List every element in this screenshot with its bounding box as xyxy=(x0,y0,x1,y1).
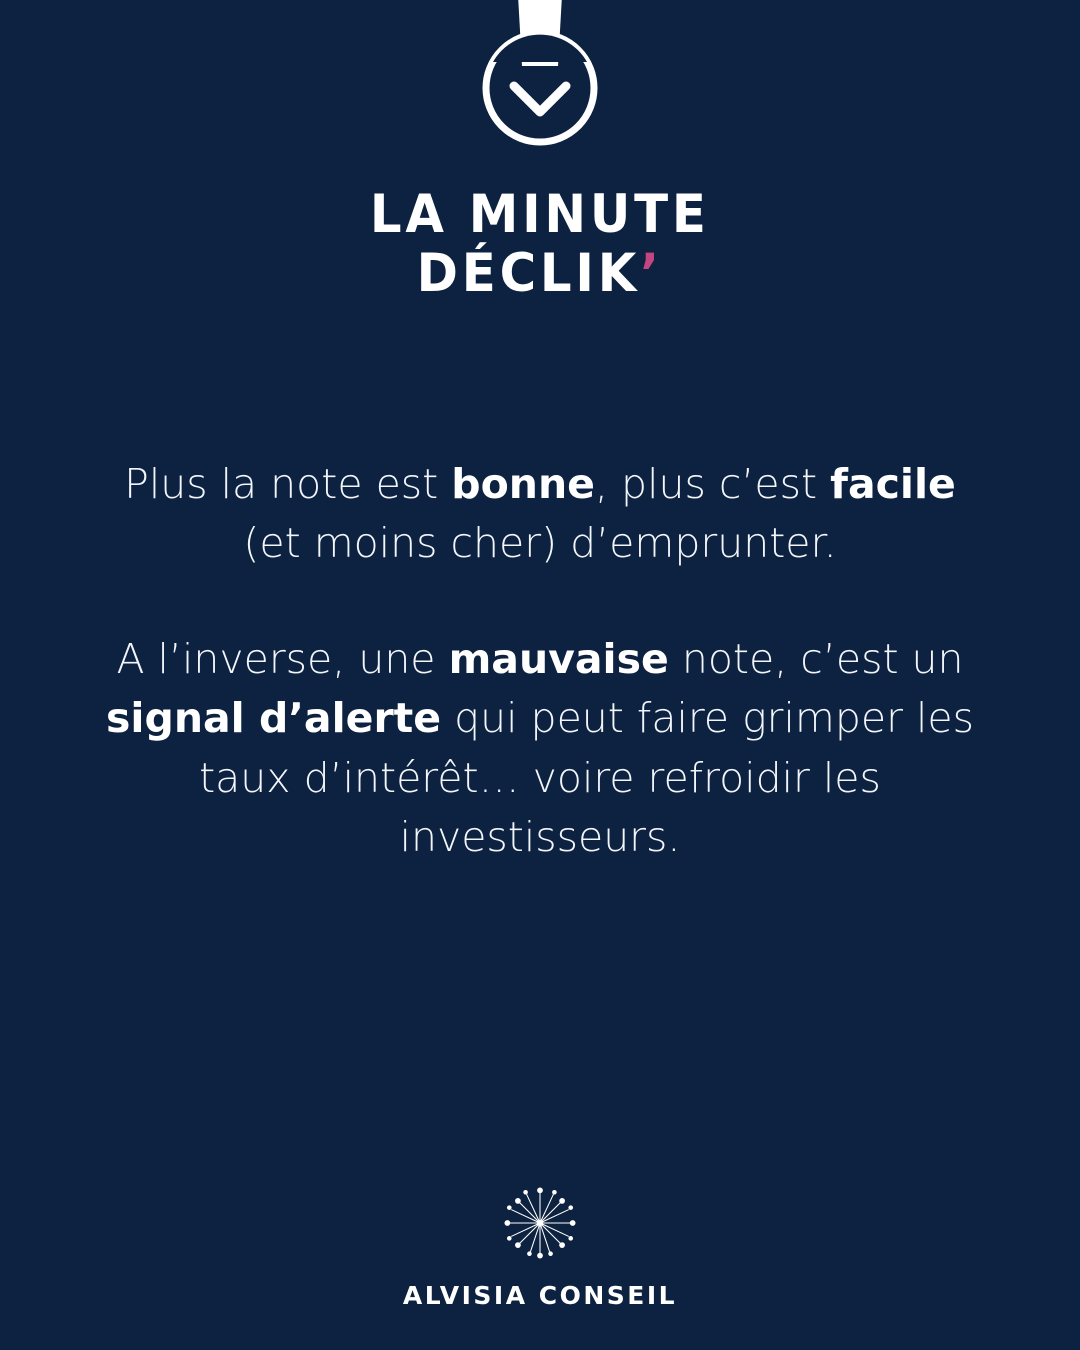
logo-line-2-text: DÉCLIK xyxy=(416,243,641,305)
logo-block xyxy=(0,0,1080,304)
paragraph-2 xyxy=(90,630,990,868)
company-name: ALVISIA CONSEIL xyxy=(402,1281,678,1310)
p1-bold1: bonne xyxy=(451,460,595,508)
post-copy xyxy=(90,455,990,868)
p2-bold2: signal d’alerte xyxy=(106,694,442,743)
p1-part3: (et moins cher) d’emprunter. xyxy=(243,519,837,568)
p1-part2: , plus c’est xyxy=(594,460,831,508)
dandelion-burst-icon xyxy=(492,1175,588,1271)
watch-clock-icon xyxy=(430,0,650,175)
logo-wordmark xyxy=(359,185,720,304)
p2-part2: note, c’est un xyxy=(668,634,964,683)
p2-bold1: mauvaise xyxy=(448,634,669,683)
p2-part1: A l’inverse, une xyxy=(116,634,449,683)
p2-part3: qui peut faire grimper les taux d’intérêt… voire refroidir les investisseurs. xyxy=(199,694,974,862)
p1-bold2: facile xyxy=(830,460,956,508)
paragraph-spacer xyxy=(90,574,990,630)
paragraph-1 xyxy=(90,455,990,574)
logo-line-1: LA MINUTE xyxy=(370,184,710,245)
logo-apostrophe: ’ xyxy=(640,243,664,305)
p1-part1: Plus la note est xyxy=(124,460,452,508)
footer-block xyxy=(0,1175,1080,1310)
logo-line-2 xyxy=(370,244,710,303)
